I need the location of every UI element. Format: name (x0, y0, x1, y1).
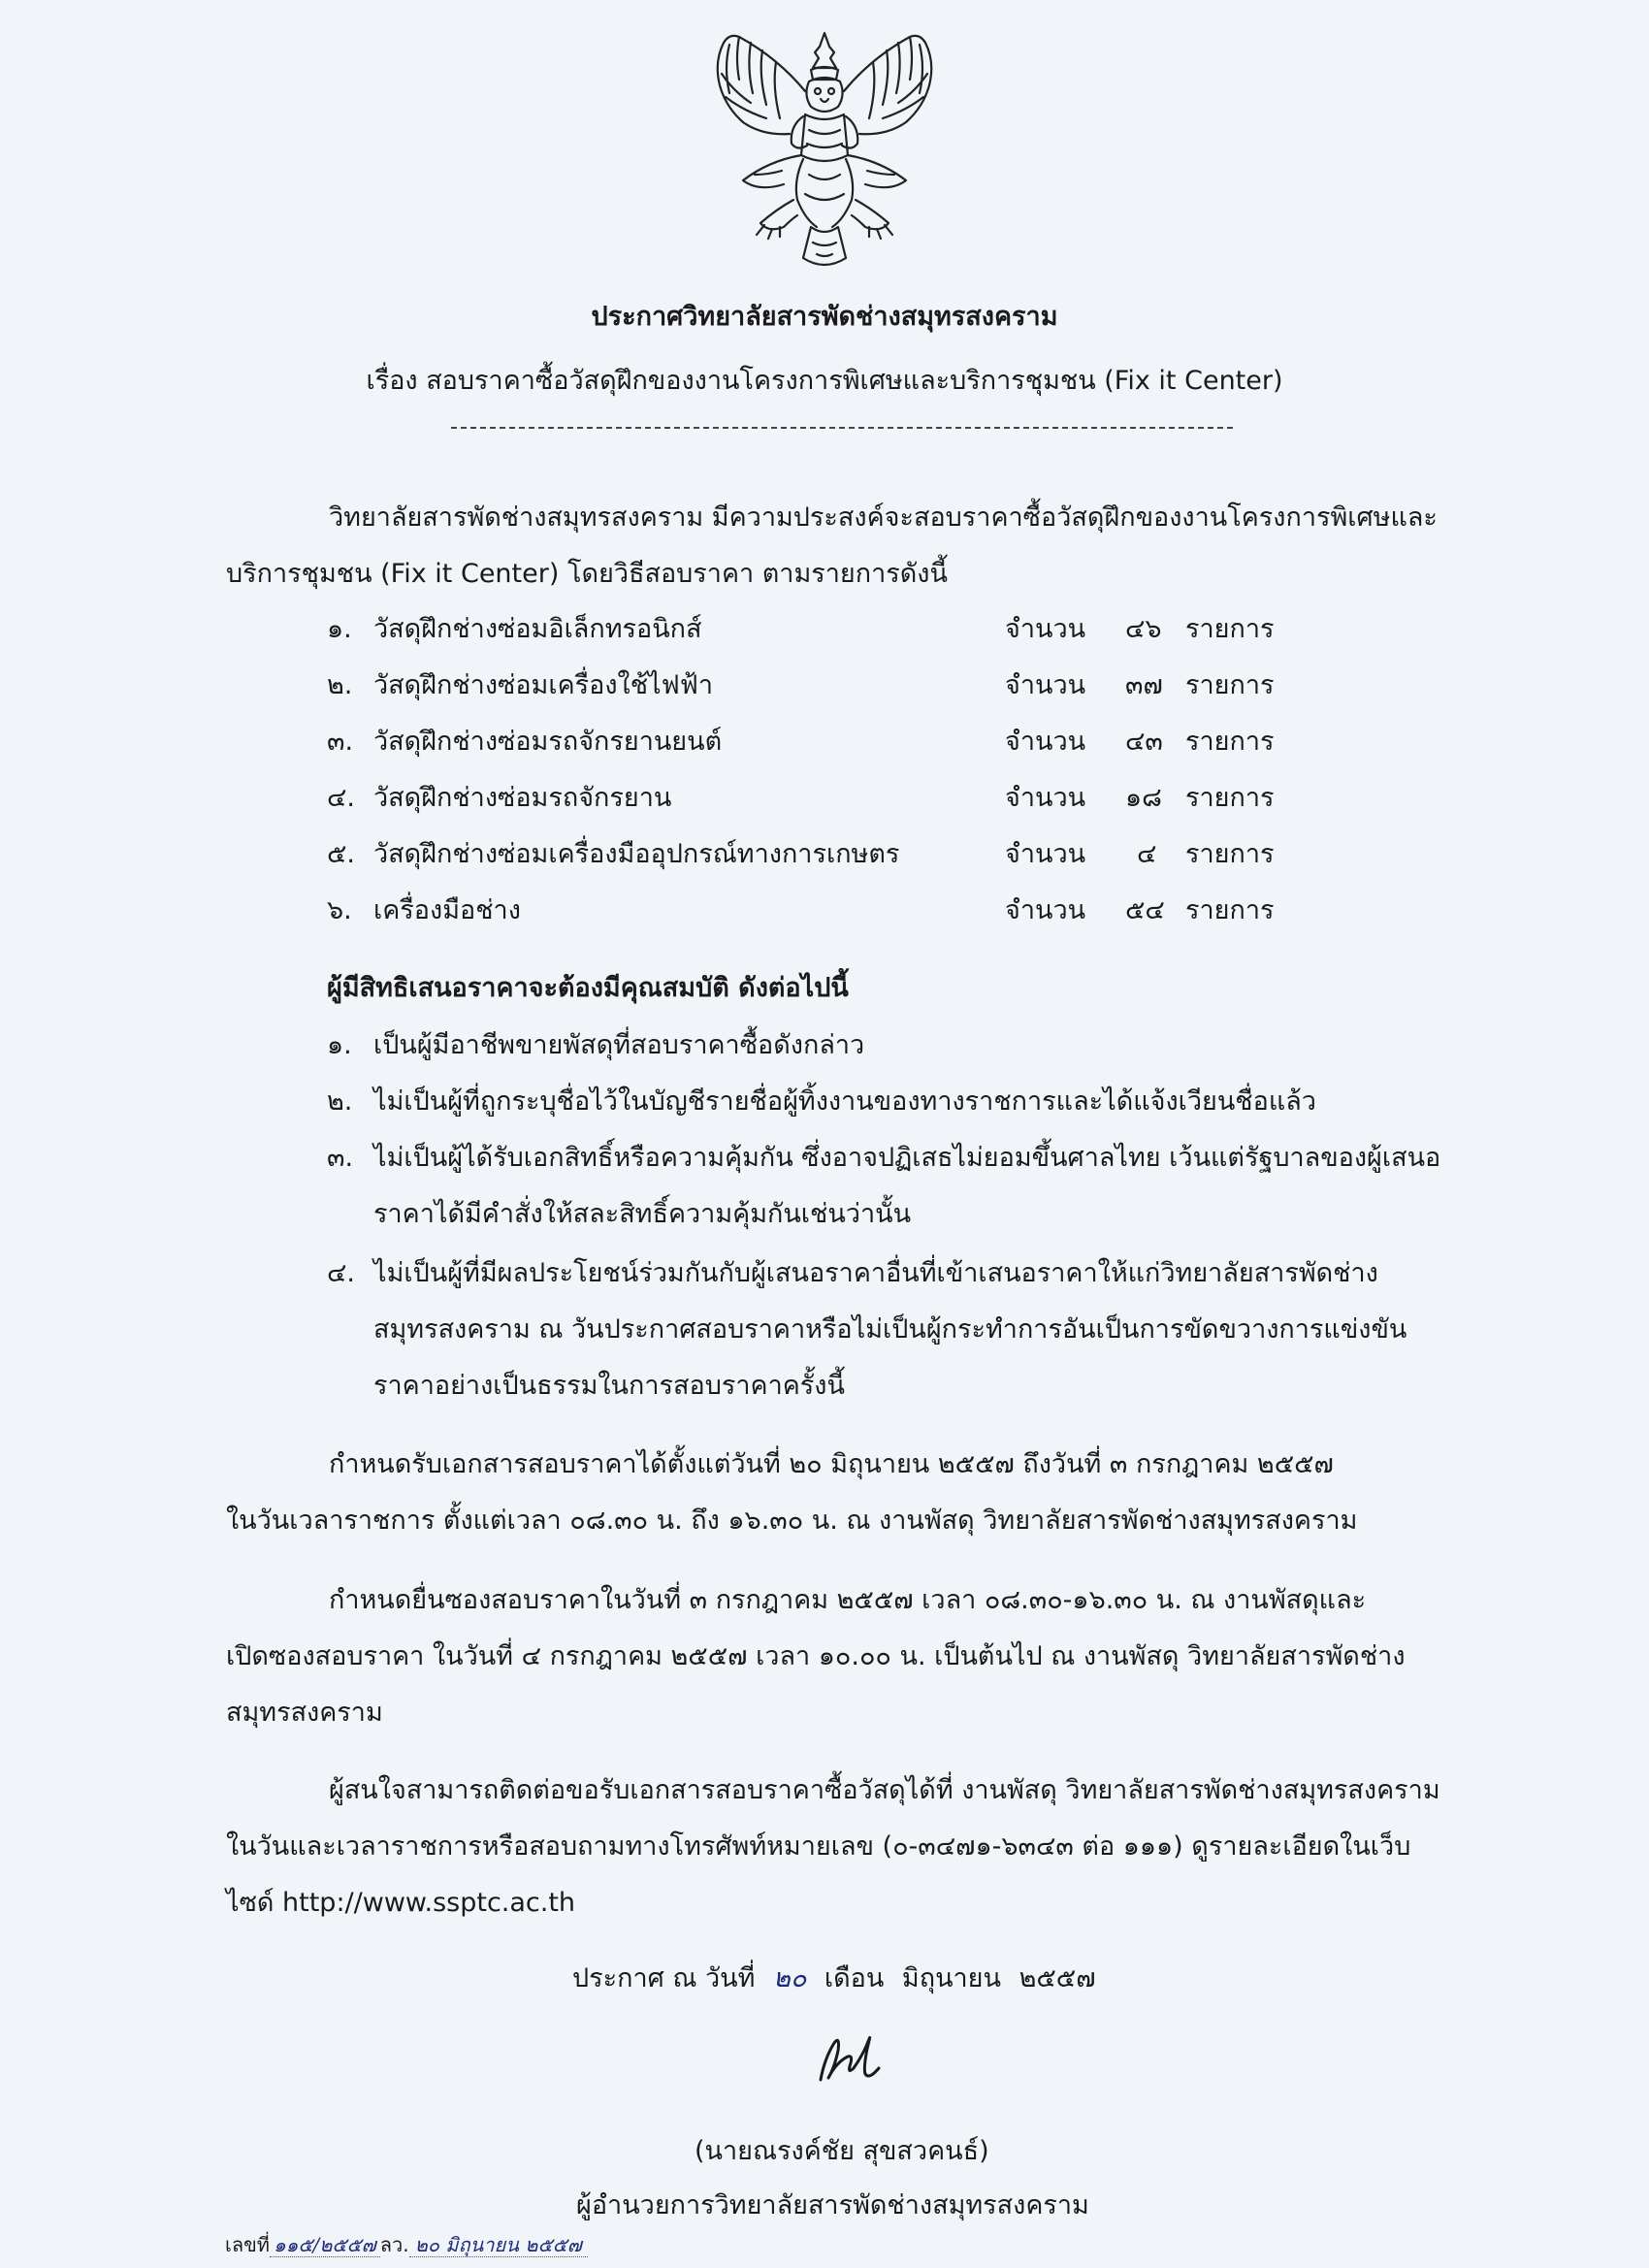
item-unit: รายการ (1185, 727, 1275, 757)
item-qty: ๑๘ (1125, 783, 1162, 813)
item-name: เครื่องมือช่าง (373, 895, 521, 925)
reference-no-value: ๑๑๕/๒๕๕๗ (270, 2233, 380, 2257)
item-qty-label: จำนวน (1005, 614, 1086, 644)
contact-paragraph-line-2: ในวันและเวลาราชการหรือสอบถามทางโทรศัพท์หมายเลข (๐-๓๔๗๑-๖๓๔๓ ต่อ ๑๑๑) ดูรายละเอียดในเว็บ (226, 1831, 1411, 1862)
item-number: ๒. (327, 670, 353, 700)
qualification-text: ราคาอย่างเป็นธรรมในการสอบราคาครั้งนี้ (373, 1371, 845, 1401)
qualification-text: ไม่เป็นผู้ได้รับเอกสิทธิ์หรือความคุ้มกัน ซึ่งอาจปฏิเสธไม่ยอมขึ้นศาลไทย เว้นแต่รัฐบาลของผู้เสนอ (373, 1143, 1441, 1173)
intro-line-1: วิทยาลัยสารพัดช่างสมุทรสงคราม มีความประสงค์จะสอบราคาซื้อวัสดุฝึกของงานโครงการพิเศษและ (329, 502, 1438, 533)
item-unit: รายการ (1185, 670, 1275, 700)
item-unit: รายการ (1185, 783, 1275, 813)
item-name: วัสดุฝึกช่างซ่อมเครื่องใช้ไฟฟ้า (373, 670, 714, 700)
item-qty: ๕๔ (1125, 895, 1165, 925)
garuda-emblem-icon (700, 29, 949, 274)
reference-no-label: เลขที่ (225, 2233, 270, 2256)
qualification-text: ไม่เป็นผู้ที่มีผลประโยชน์ร่วมกันกับผู้เสนอราคาอื่นที่เข้าเสนอราคาให้แก่วิทยาลัยสารพัดช่าง (373, 1258, 1378, 1288)
item-qty: ๔๖ (1125, 614, 1162, 644)
item-name: วัสดุฝึกช่างซ่อมเครื่องมืออุปกรณ์ทางการเกษตร (373, 839, 900, 869)
signatory-position: ผู้อำนวยการวิทยาลัยสารพัดช่างสมุทรสงคราม (576, 2190, 1089, 2220)
qualification-text: สมุทรสงคราม ณ วันประกาศสอบราคาหรือไม่เป็นผู้กระทำการอันเป็นการขัดขวางการแข่งขัน (373, 1314, 1407, 1345)
item-qty: ๓๗ (1125, 670, 1163, 700)
item-number: ๖. (327, 895, 352, 925)
signatory-name: (นายณรงค์ชัย สุขสวคนธ์) (695, 2136, 989, 2166)
submit-paragraph-line-3: สมุทรสงคราม (226, 1698, 383, 1728)
item-number: ๑. (327, 614, 352, 644)
docs-paragraph-line-1: กำหนดรับเอกสารสอบราคาได้ตั้งแต่วันที่ ๒๐ มิถุนายน ๒๕๕๗ ถึงวันที่ ๓ กรกฎาคม ๒๕๕๗ (329, 1449, 1334, 1479)
item-name: วัสดุฝึกช่างซ่อมรถจักรยาน (373, 783, 672, 813)
item-name: วัสดุฝึกช่างซ่อมรถจักรยานยนต์ (373, 727, 723, 757)
qualification-number: ๓. (327, 1143, 354, 1173)
item-name: วัสดุฝึกช่างซ่อมอิเล็กทรอนิกส์ (373, 614, 702, 644)
announce-day: ๒๐ (773, 1963, 807, 1993)
announce-prefix: ประกาศ ณ วันที่ (572, 1963, 756, 1993)
qualification-text: เป็นผู้มีอาชีพขายพัสดุที่สอบราคาซื้อดังกล่าว (373, 1030, 865, 1060)
qualification-text: ไม่เป็นผู้ที่ถูกระบุชื่อไว้ในบัญชีรายชื่อผู้ทิ้งงานของทางราชการและได้แจ้งเวียนชื่อแล้ว (373, 1086, 1316, 1117)
header-divider (451, 427, 1233, 429)
item-unit: รายการ (1185, 614, 1275, 644)
item-qty-label: จำนวน (1005, 670, 1086, 700)
announcement-title: ประกาศวิทยาลัยสารพัดช่างสมุทรสงคราม (591, 302, 1058, 332)
submit-paragraph-line-2: เปิดซองสอบราคา ในวันที่ ๔ กรกฎาคม ๒๕๕๗ เวลา ๑๐.๐๐ น. เป็นต้นไป ณ งานพัสดุ วิทยาลัยสารพัดช่าง (226, 1641, 1406, 1671)
qualification-number: ๔. (327, 1258, 356, 1288)
item-number: ๕. (327, 839, 356, 869)
submit-paragraph-line-1: กำหนดยื่นซองสอบราคาในวันที่ ๓ กรกฎาคม ๒๕๕๗ เวลา ๐๘.๓๐-๑๖.๓๐ น. ณ งานพัสดุและ (329, 1585, 1367, 1615)
announce-date (572, 1960, 1096, 1998)
docs-paragraph-line-2: ในวันเวลาราชการ ตั้งแต่เวลา ๐๘.๓๐ น. ถึง ๑๖.๓๐ น. ณ งานพัสดุ วิทยาลัยสารพัดช่างสมุทรสงคราม (226, 1506, 1358, 1536)
announcement-subject: เรื่อง สอบราคาซื้อวัสดุฝึกของงานโครงการพิเศษและบริการชุมชน (Fix it Center) (366, 366, 1283, 396)
item-number: ๓. (327, 727, 354, 757)
item-unit: รายการ (1185, 839, 1275, 869)
announce-month: มิถุนายน (901, 1963, 1001, 1993)
item-qty: ๔ (1137, 839, 1157, 869)
qualifications-heading: ผู้มีสิทธิเสนอราคาจะต้องมีคุณสมบัติ ดังต่อไปนี้ (327, 973, 849, 1003)
announce-year: ๒๕๕๗ (1018, 1963, 1096, 1993)
item-qty-label: จำนวน (1005, 783, 1086, 813)
item-qty-label: จำนวน (1005, 895, 1086, 925)
item-qty: ๔๓ (1125, 727, 1163, 757)
qualification-text: ราคาได้มีคำสั่งให้สละสิทธิ์ความคุ้มกันเช่นว่านั้น (373, 1199, 912, 1229)
announce-month-label: เดือน (824, 1963, 885, 1993)
intro-line-2: บริการชุมชน (Fix it Center) โดยวิธีสอบราคา ตามรายการดังนี้ (226, 559, 948, 589)
item-qty-label: จำนวน (1005, 727, 1086, 757)
qualification-number: ๑. (327, 1030, 352, 1060)
reference-date-value: ๒๐ มิถุนายน ๒๕๕๗ (409, 2233, 588, 2257)
contact-paragraph-line-3: ไซด์ http://www.ssptc.ac.th (226, 1888, 576, 1918)
qualification-number: ๒. (327, 1086, 353, 1117)
signature-icon (815, 2029, 892, 2088)
reference-date-label: ลว. (379, 2233, 409, 2256)
item-number: ๔. (327, 783, 356, 813)
item-qty-label: จำนวน (1005, 839, 1086, 869)
contact-paragraph-line-1: ผู้สนใจสามารถติดต่อขอรับเอกสารสอบราคาซื้อวัสดุได้ที่ งานพัสดุ วิทยาลัยสารพัดช่างสมุทรสงคราม (329, 1775, 1440, 1805)
item-unit: รายการ (1185, 895, 1275, 925)
document-reference (225, 2231, 588, 2258)
